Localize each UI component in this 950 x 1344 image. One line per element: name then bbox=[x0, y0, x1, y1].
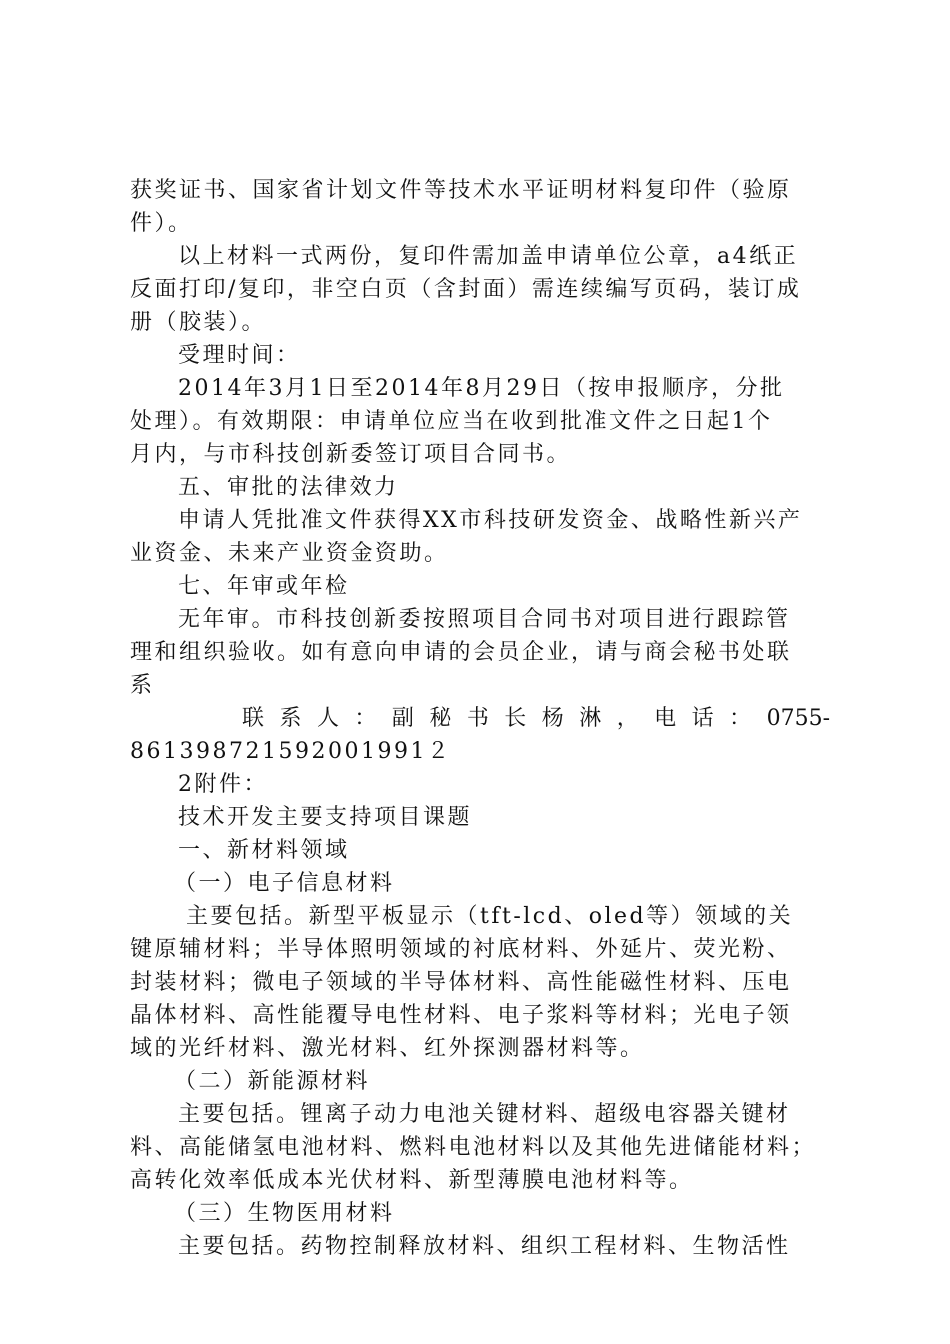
text-line: 业资金、未来产业资金资助。 bbox=[130, 541, 449, 566]
text-line: 理和组织验收。如有意向申请的会员企业，请与商会秘书处联 bbox=[130, 640, 792, 665]
subsection-heading: （二）新能源材料 bbox=[174, 1069, 371, 1094]
text-line: 键原辅材料；半导体照明领域的衬底材料、外延片、荧光粉、 bbox=[130, 937, 792, 962]
contact-phone: 861398721592001991２ bbox=[130, 739, 452, 764]
text-line: 高转化效率低成本光伏材料、新型薄膜电池材料等。 bbox=[130, 1168, 694, 1193]
section-heading: 一、新材料领域 bbox=[178, 838, 350, 863]
text-line: 册（胶装）。 bbox=[130, 310, 267, 335]
text-line: 料、高能储氢电池材料、燃料电池材料以及其他先进储能材料； bbox=[130, 1135, 817, 1160]
text-line: 域的光纤材料、激光材料、红外探测器材料等。 bbox=[130, 1036, 645, 1061]
document-page bbox=[130, 174, 830, 1263]
text-line: 反面打印/复印，非空白页（含封面）需连续编写页码，装订成 bbox=[130, 277, 802, 302]
text-line: 晶体材料、高性能覆导电性材料、电子浆料等材料；光电子领 bbox=[130, 1003, 792, 1028]
text-line: 主要包括。锂离子动力电池关键材料、超级电容器关键材 bbox=[178, 1102, 791, 1127]
text-line: 主要包括。新型平板显示（tft-lcd、oled等）领域的关 bbox=[186, 904, 794, 929]
subsection-heading: （三）生物医用材料 bbox=[174, 1201, 395, 1226]
attachment-title: 技术开发主要支持项目课题 bbox=[178, 805, 473, 830]
contact-line: 联 系 人 ： 副 秘 书 长 杨 淋 ， 电 话 ： 0755- bbox=[242, 706, 830, 731]
section-heading: 七、年审或年检 bbox=[178, 574, 350, 599]
text-line: 受理时间： bbox=[178, 343, 301, 368]
text-line: 申请人凭批准文件获得XX市科技研发资金、战略性新兴产 bbox=[178, 508, 803, 533]
text-line: 无年审。市科技创新委按照项目合同书对项目进行跟踪管 bbox=[178, 607, 791, 632]
text-line: 以上材料一式两份，复印件需加盖申请单位公章，a4纸正 bbox=[178, 244, 799, 269]
section-heading: 五、审批的法律效力 bbox=[178, 475, 399, 500]
text-line: 处理）。有效期限：申请单位应当在收到批准文件之日起1个 bbox=[130, 409, 773, 434]
text-line: 2014年3月1日至2014年8月29日（按申报顺序，分批 bbox=[178, 376, 785, 401]
text-line: 封装材料；微电子领域的半导体材料、高性能磁性材料、压电 bbox=[130, 970, 792, 995]
text-line: 主要包括。药物控制释放材料、组织工程材料、生物活性 bbox=[178, 1234, 791, 1259]
attachment-label: 2附件： bbox=[178, 772, 268, 797]
text-line: 件）。 bbox=[130, 211, 193, 236]
text-line: 月内，与市科技创新委签订项目合同书。 bbox=[130, 442, 572, 467]
subsection-heading: （一）电子信息材料 bbox=[174, 871, 395, 896]
text-line: 获奖证书、国家省计划文件等技术水平证明材料复印件（验原 bbox=[130, 178, 792, 203]
text-line: 系 bbox=[130, 673, 155, 698]
